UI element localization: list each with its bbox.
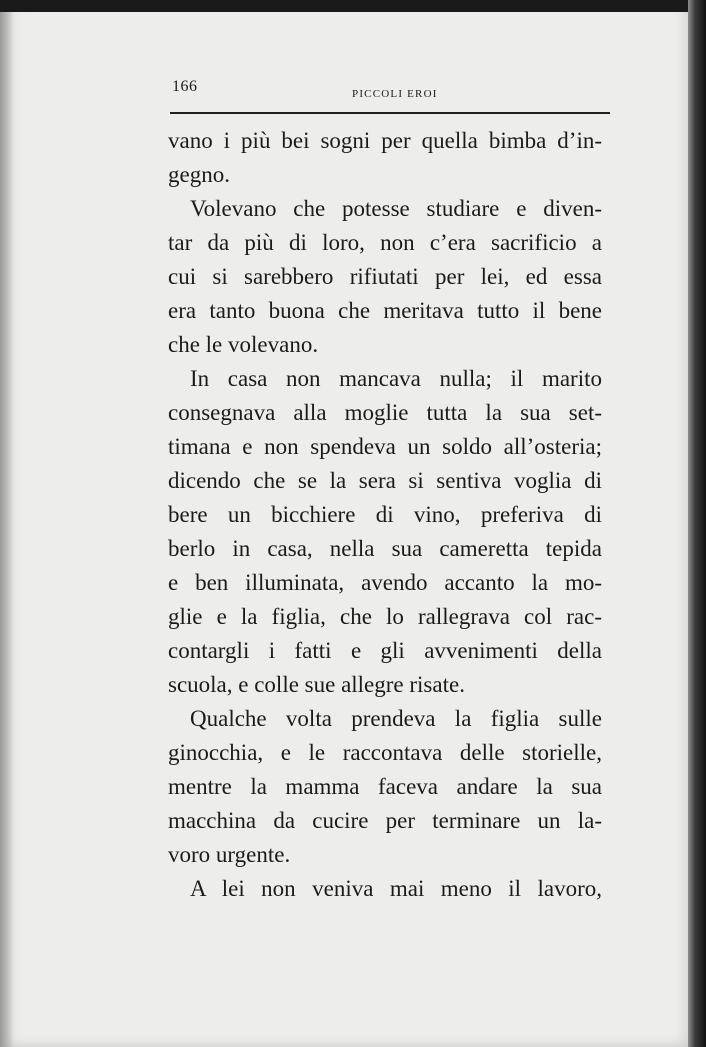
text-line: tar da più di loro, non c’era sacrificio a — [168, 230, 602, 255]
body-text — [168, 124, 602, 906]
text-line: scuola, e colle sue allegre risate. — [168, 672, 465, 697]
page-gutter-shadow — [0, 0, 14, 1047]
header-rule — [170, 112, 610, 114]
text-line: Volevano che potesse studiare e diven- — [190, 196, 602, 221]
text-line: vano i più bei sogni per quella bimba d’in- — [168, 128, 602, 153]
text-line: contargli i fatti e gli avvenimenti della — [168, 638, 602, 663]
text-line: glie e la figlia, che lo rallegrava col rac- — [168, 604, 602, 629]
text-line: A lei non veniva mai meno il lavoro, — [190, 876, 602, 901]
text-line: voro urgente. — [168, 842, 291, 867]
text-line: macchina da cucire per terminare un la- — [168, 808, 602, 833]
text-line: era tanto buona che meritava tutto il bene — [168, 298, 602, 323]
scan-top-edge — [0, 0, 706, 12]
running-title: PICCOLI EROI — [352, 88, 438, 100]
text-line: mentre la mamma faceva andare la sua — [168, 774, 602, 799]
text-line: In casa non mancava nulla; il marito — [190, 366, 602, 391]
text-line: gegno. — [168, 162, 230, 187]
text-line: che le volevano. — [168, 332, 319, 357]
text-line: timana e non spendeva un soldo all’osteria; — [168, 434, 602, 459]
text-line: consegnava alla moglie tutta la sua set- — [168, 400, 602, 425]
text-line: berlo in casa, nella sua cameretta tepida — [168, 536, 602, 561]
page-header — [170, 76, 610, 102]
scan-right-edge — [688, 0, 706, 1047]
page-number: 166 — [172, 78, 198, 95]
text-line: dicendo che se la sera si sentiva voglia di — [168, 468, 602, 493]
text-line: ginocchia, e le raccontava delle storielle, — [168, 740, 602, 765]
text-line: e ben illuminata, avendo accanto la mo- — [168, 570, 602, 595]
text-line: bere un bicchiere di vino, preferiva di — [168, 502, 602, 527]
text-line: Qualche volta prendeva la figlia sulle — [190, 706, 602, 731]
text-line: cui si sarebbero rifiutati per lei, ed essa — [168, 264, 602, 289]
